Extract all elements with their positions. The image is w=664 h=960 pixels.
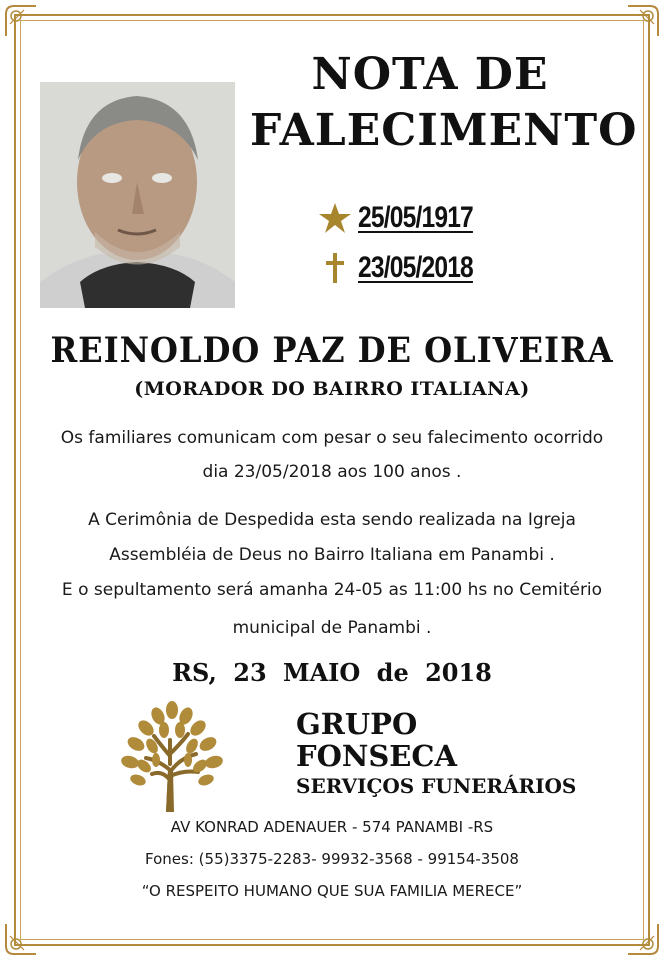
deceased-photo: [40, 82, 235, 308]
company-name-line2: FONSECA: [296, 739, 457, 773]
announcement-line: dia 23/05/2018 aos 100 anos .: [202, 462, 462, 482]
corner-ornament-icon: [626, 4, 660, 38]
announcement-line: E o sepultamento será amanha 24-05 as 11:00 hs no Cemitério: [61, 580, 603, 600]
announcement-line: Assembléia de Deus no Bairro Italiana em Panambi .: [109, 545, 555, 565]
star-icon: [318, 201, 352, 235]
tree-icon: [118, 700, 226, 812]
deceased-residence-note: (MORADOR DO BAIRRO ITALIANA): [134, 378, 530, 400]
cross-icon: [318, 251, 352, 285]
company-name-line1: GRUPO: [296, 707, 418, 741]
company-tagline: SERVIÇOS FUNERÁRIOS: [296, 774, 577, 798]
announcement-line: municipal de Panambi .: [232, 618, 432, 638]
birth-date: 25/05/1917: [358, 201, 473, 234]
announcement-line: A Cerimônia de Despedida esta sendo realizada na Igreja: [88, 510, 576, 530]
birth-date-row: [318, 198, 498, 238]
page-title-line1: NOTA DE: [311, 49, 549, 100]
page-title-line2: FALECIMENTO: [250, 105, 638, 156]
corner-ornament-icon: [626, 922, 660, 956]
corner-ornament-icon: [4, 4, 38, 38]
death-date-row: [318, 248, 498, 288]
company-motto: “O RESPEITO HUMANO QUE SUA FAMILIA MERECE”: [141, 882, 523, 900]
corner-ornament-icon: [4, 922, 38, 956]
death-date: 23/05/2018: [358, 251, 473, 284]
company-phones: Fones: (55)3375-2283- 99932-3568 - 99154-3508: [145, 850, 519, 868]
company-address: AV KONRAD ADENAUER - 574 PANAMBI -RS: [170, 818, 494, 836]
place-and-date: RS, 23 MAIO de 2018: [172, 658, 492, 687]
deceased-name: REINOLDO PAZ DE OLIVEIRA: [50, 330, 614, 371]
announcement-line: Os familiares comunicam com pesar o seu falecimento ocorrido: [60, 428, 604, 448]
